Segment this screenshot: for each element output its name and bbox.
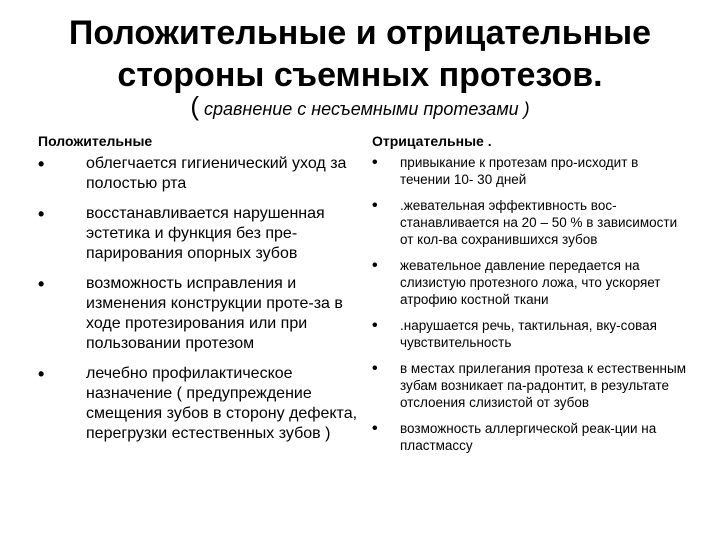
bullet-icon: • xyxy=(38,154,45,174)
bullet-icon: • xyxy=(372,317,378,334)
list-item xyxy=(372,360,692,411)
slide-title xyxy=(0,12,720,96)
item-text: в местах прилегания протеза к естественным зубам возникает па-радонтит, в результате отслоения слизистой от зубов xyxy=(400,361,686,410)
list-item xyxy=(38,154,358,194)
positive-heading: Положительные xyxy=(38,133,153,149)
negative-heading: Отрицательные . xyxy=(372,133,492,149)
list-item xyxy=(38,274,358,354)
bullet-icon: • xyxy=(372,257,378,274)
bullet-icon: • xyxy=(38,364,45,384)
negative-list xyxy=(372,154,692,454)
subtitle-text: сравнение с несъемными протезами ) xyxy=(199,99,530,119)
negative-column xyxy=(372,132,692,463)
list-item xyxy=(38,364,358,444)
bullet-icon: • xyxy=(38,274,45,294)
subtitle-paren: ( xyxy=(190,91,199,121)
bullet-icon: • xyxy=(372,420,378,437)
bullet-icon: • xyxy=(372,197,378,214)
bullet-icon: • xyxy=(372,154,378,171)
list-item xyxy=(372,197,692,248)
item-text: облегчается гигиенический уход за полостью рта xyxy=(86,155,347,192)
bullet-icon: • xyxy=(38,204,45,224)
item-text: возможность аллергической реак-ции на пластмассу xyxy=(400,421,657,453)
item-text: возможность исправления и изменения конструкции проте-за в ходе протезирования или при пользовании протезом xyxy=(86,275,343,352)
item-text: жевательное давление передается на слизистую протезного ложа, что ускоряет атрофию костной ткани xyxy=(400,258,661,307)
positive-list xyxy=(38,154,358,444)
item-text: .жевательная эффективность вос-станавливается на 20 – 50 % в зависимости от кол-ва сохранившихся зубов xyxy=(400,198,678,247)
list-item xyxy=(372,317,692,351)
item-text: лечебно профилактическое назначение ( предупреждение смещения зубов в сторону дефекта, перегрузки естественных зубов ) xyxy=(86,365,358,442)
list-item xyxy=(38,204,358,264)
bullet-icon: • xyxy=(372,360,378,377)
title-line-1: Положительные и отрицательные xyxy=(68,14,652,52)
item-text: восстанавливается нарушенная эстетика и функция без пре-парирования опорных зубов xyxy=(86,205,325,262)
list-item xyxy=(372,154,692,188)
item-text: .нарушается речь, тактильная, вку-совая чувствительность xyxy=(400,318,657,350)
list-item xyxy=(372,420,692,454)
slide-subtitle xyxy=(0,92,720,123)
title-line-2: стороны съемных протезов. xyxy=(117,56,603,94)
list-item xyxy=(372,257,692,308)
positive-column xyxy=(38,132,358,454)
item-text: привыкание к протезам про-исходит в течении 10- 30 дней xyxy=(400,155,639,187)
